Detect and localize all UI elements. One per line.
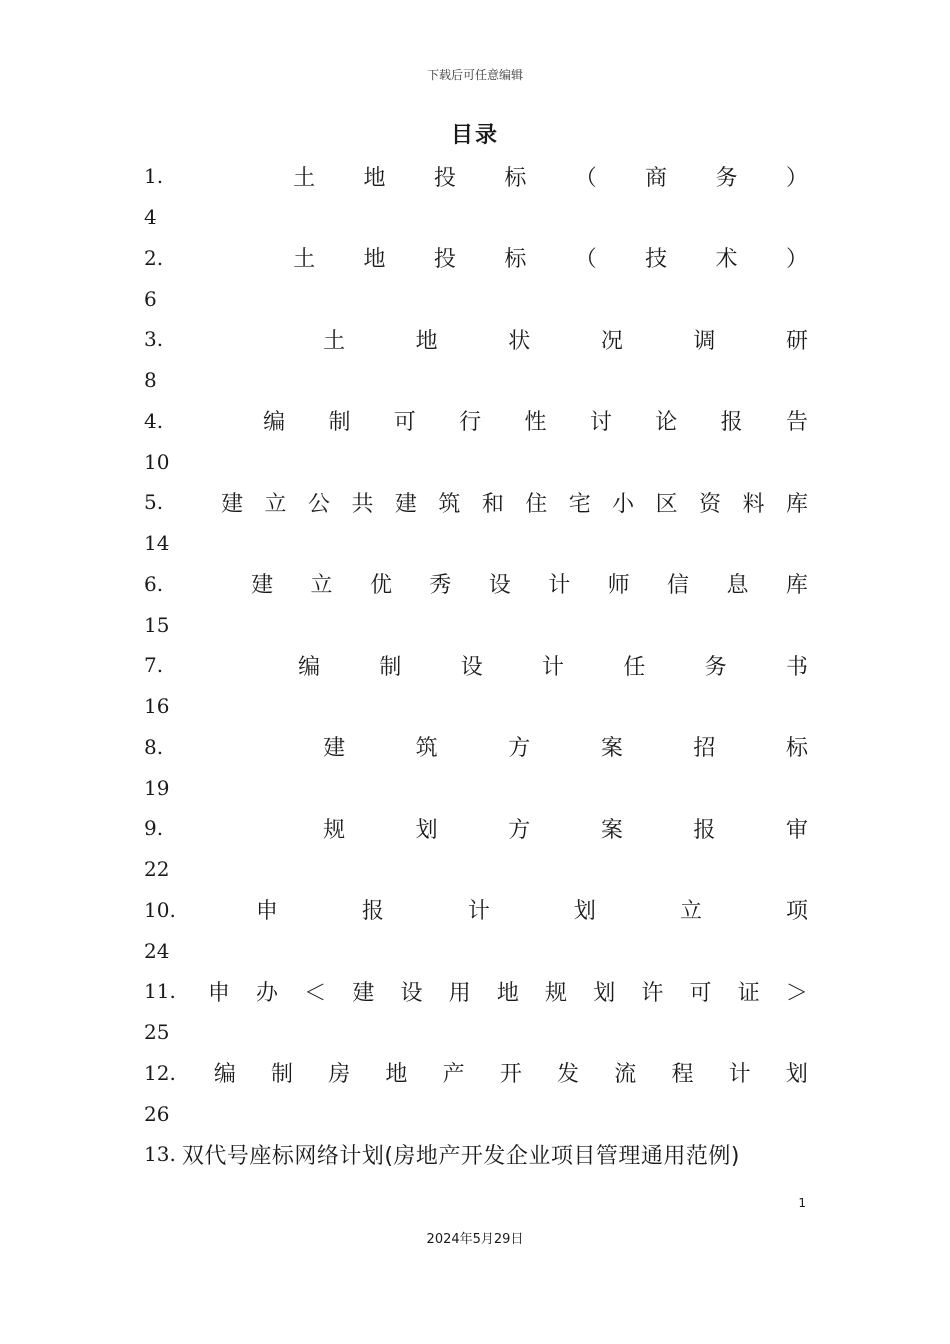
toc-title-char: 建 xyxy=(394,491,417,517)
toc-title-char: （ xyxy=(574,247,597,273)
toc-entry-title xyxy=(163,242,808,273)
toc-title-char: 筑 xyxy=(438,491,461,517)
toc-title-char: 申 xyxy=(207,980,230,1006)
toc-title-char: 建 xyxy=(251,573,274,599)
toc-title-char: 报 xyxy=(693,817,716,843)
toc-title-char: 立 xyxy=(679,899,702,925)
toc-title-char: 立 xyxy=(310,573,333,599)
toc-title: 目录 xyxy=(450,123,499,148)
toc-title-char: 小 xyxy=(612,491,635,517)
toc-title-char: 状 xyxy=(508,328,531,354)
toc-entry-title xyxy=(163,731,808,762)
toc-title-char: 开 xyxy=(499,1062,522,1088)
toc-entry[interactable] xyxy=(144,401,808,483)
toc-title-char: 书 xyxy=(785,654,808,680)
toc-entry-number: 11. xyxy=(144,979,176,1004)
toc-title-char: 调 xyxy=(693,328,716,354)
toc-entry-number: 7. xyxy=(144,653,164,678)
toc-title-char: 计 xyxy=(728,1062,751,1088)
toc-title-char: 术 xyxy=(715,247,738,273)
toc-title-char: 项 xyxy=(785,899,808,925)
toc-entry-title: 双代号座标网络计划(房地产开发企业项目管理通用范例) xyxy=(181,1143,740,1169)
toc-title-char: 地 xyxy=(385,1062,408,1088)
toc-title-char: 筑 xyxy=(415,736,438,762)
toc-entry-number: 3. xyxy=(144,327,164,352)
toc-title-char: 制 xyxy=(379,654,402,680)
toc-entry-line xyxy=(144,890,808,931)
toc-title-char: 讨 xyxy=(589,410,612,436)
toc-entry-page: 24 xyxy=(144,938,170,963)
toc-title-char: 计 xyxy=(467,899,490,925)
toc-title-char: 划 xyxy=(573,899,596,925)
toc-title-char: 土 xyxy=(293,165,316,191)
toc-title-char: 设 xyxy=(488,573,511,599)
footer-date: 2024年5月29日 xyxy=(426,1232,524,1247)
toc-title-char: 和 xyxy=(481,491,504,517)
toc-title-char: 办 xyxy=(255,980,278,1006)
toc-entry-line xyxy=(144,808,808,849)
toc-title-char: 可 xyxy=(689,980,712,1006)
toc-title-char: 设 xyxy=(460,654,483,680)
toc-title-char: 方 xyxy=(508,817,531,843)
toc-title-char: 案 xyxy=(600,817,623,843)
toc-title-char: 行 xyxy=(459,410,482,436)
toc-title-char: 况 xyxy=(600,328,623,354)
toc-title-char: 土 xyxy=(293,247,316,273)
toc-title-char: 产 xyxy=(442,1062,465,1088)
toc-entry[interactable] xyxy=(144,319,808,401)
toc-entry[interactable] xyxy=(144,808,808,890)
toc-title-char: 地 xyxy=(363,165,386,191)
toc-entry-page: 6 xyxy=(144,286,157,311)
toc-title-char: 研 xyxy=(785,328,808,354)
toc-entry-line xyxy=(144,1053,808,1094)
toc-title-char: 息 xyxy=(726,573,749,599)
toc-title-char: 商 xyxy=(645,165,668,191)
toc-entry-line xyxy=(144,645,808,686)
toc-title-char: 规 xyxy=(545,980,568,1006)
toc-title-char: ） xyxy=(785,165,808,191)
toc-title-char: 宅 xyxy=(568,491,591,517)
toc-entry-line xyxy=(144,319,808,360)
toc-title-char: 库 xyxy=(785,573,808,599)
toc-title-char: 住 xyxy=(525,491,548,517)
toc-entry-line xyxy=(144,156,808,197)
toc-title-char: 可 xyxy=(393,410,416,436)
toc-title-char: 编 xyxy=(298,654,321,680)
toc-entry[interactable] xyxy=(144,1053,808,1135)
toc-entry[interactable] xyxy=(144,971,808,1053)
toc-entry-number: 5. xyxy=(144,490,164,515)
toc-entry-page: 4 xyxy=(144,205,157,230)
toc-entry-number: 8. xyxy=(144,734,164,759)
toc-entry-page: 22 xyxy=(144,857,170,882)
toc-title-char: 地 xyxy=(363,247,386,273)
toc-title-char: 优 xyxy=(369,573,392,599)
toc-title-char: 设 xyxy=(400,980,423,1006)
toc-entry[interactable] xyxy=(144,727,808,809)
toc-title-char: 务 xyxy=(715,165,738,191)
toc-title-char: 公 xyxy=(308,491,331,517)
toc-title-char: 标 xyxy=(785,736,808,762)
toc-entry-page: 10 xyxy=(144,449,170,474)
toc-entry-title xyxy=(163,324,808,355)
toc-entry-title xyxy=(163,161,808,192)
toc-entry-number: 12. xyxy=(144,1060,176,1085)
toc-title-char: 论 xyxy=(655,410,678,436)
toc-title-char: 土 xyxy=(323,328,346,354)
toc-title-char: 建 xyxy=(352,980,375,1006)
toc-title-char: 方 xyxy=(508,736,531,762)
toc-entry[interactable] xyxy=(144,645,808,727)
toc-title-char: 立 xyxy=(264,491,287,517)
toc-entry-title xyxy=(163,568,808,599)
toc-title-char: 划 xyxy=(415,817,438,843)
toc-title-char: 申 xyxy=(255,899,278,925)
toc-entry-number: 4. xyxy=(144,408,164,433)
toc-entry-line xyxy=(144,727,808,768)
toc-title-char: 库 xyxy=(785,491,808,517)
toc-entry[interactable] xyxy=(144,564,808,646)
toc-title-char: 建 xyxy=(323,736,346,762)
toc-entry-page: 15 xyxy=(144,612,170,637)
toc-title-char: 料 xyxy=(742,491,765,517)
toc-entry-line xyxy=(144,482,808,523)
toc-title-char: 告 xyxy=(785,410,808,436)
toc-title-char: 性 xyxy=(524,410,547,436)
toc-entry-line xyxy=(144,1134,808,1175)
toc-entry-title xyxy=(163,405,808,436)
toc-entry-title xyxy=(163,650,808,681)
header-note: 下载后可任意编辑 xyxy=(426,68,523,82)
toc-title-char: 师 xyxy=(607,573,630,599)
toc-title-char: 地 xyxy=(496,980,519,1006)
toc-title-char: 流 xyxy=(614,1062,637,1088)
toc-entry-line xyxy=(144,238,808,279)
toc-entry-page: 8 xyxy=(144,368,157,393)
toc-title-char: 报 xyxy=(361,899,384,925)
toc-entry[interactable] xyxy=(144,1134,808,1216)
toc-title-char: 标 xyxy=(504,247,527,273)
toc-title-char: 技 xyxy=(645,247,668,273)
toc-title-char: 划 xyxy=(593,980,616,1006)
toc-entry-title xyxy=(176,894,808,925)
toc-entry-number: 1. xyxy=(144,164,164,189)
toc-title-char: 许 xyxy=(641,980,664,1006)
toc-entry-number: 6. xyxy=(144,571,164,596)
toc-title-char: 计 xyxy=(542,654,565,680)
toc-title-char: 投 xyxy=(433,165,456,191)
toc-title-char: 发 xyxy=(557,1062,580,1088)
toc-title-char: 地 xyxy=(415,328,438,354)
toc-entry-number: 9. xyxy=(144,816,164,841)
toc-title-char: 编 xyxy=(263,410,286,436)
toc-entry-page: 26 xyxy=(144,1101,170,1126)
toc-title-char: 区 xyxy=(655,491,678,517)
toc-title-char: 建 xyxy=(221,491,244,517)
toc-title-char: 程 xyxy=(671,1062,694,1088)
toc-entry-line xyxy=(144,971,808,1012)
table-of-contents xyxy=(144,156,808,1216)
toc-entry-number: 13. xyxy=(144,1142,176,1167)
toc-title-char: 制 xyxy=(328,410,351,436)
toc-entry-page: 14 xyxy=(144,531,170,556)
toc-entry-title xyxy=(163,813,808,844)
toc-entry-page: 25 xyxy=(144,1020,170,1045)
toc-title-char: 用 xyxy=(448,980,471,1006)
toc-title-char: ） xyxy=(785,247,808,273)
toc-entry[interactable] xyxy=(144,156,808,238)
toc-entry-title xyxy=(176,1057,808,1088)
toc-entry-number: 10. xyxy=(144,897,176,922)
toc-title-char: 编 xyxy=(213,1062,236,1088)
toc-title-char: 计 xyxy=(548,573,571,599)
toc-title-char: 房 xyxy=(328,1062,351,1088)
toc-title-char: 共 xyxy=(351,491,374,517)
toc-title-char: 案 xyxy=(600,736,623,762)
toc-title-char: ＜ xyxy=(304,980,327,1006)
toc-title-char: 审 xyxy=(785,817,808,843)
toc-title-char: 信 xyxy=(667,573,690,599)
toc-title-char: 秀 xyxy=(429,573,452,599)
toc-title-char: 报 xyxy=(720,410,743,436)
toc-title-char: （ xyxy=(574,165,597,191)
toc-title-char: 标 xyxy=(504,165,527,191)
toc-title-char: ＞ xyxy=(785,980,808,1006)
toc-entry[interactable] xyxy=(144,482,808,564)
toc-title-char: 划 xyxy=(785,1062,808,1088)
toc-entry-title xyxy=(176,976,808,1007)
toc-title-char: 资 xyxy=(699,491,722,517)
toc-entry-page: 19 xyxy=(144,775,170,800)
toc-entry-number: 2. xyxy=(144,245,164,270)
toc-entry[interactable] xyxy=(144,238,808,320)
toc-title-char: 务 xyxy=(704,654,727,680)
toc-title-char: 证 xyxy=(737,980,760,1006)
page-number: 1 xyxy=(798,1196,806,1210)
toc-entry[interactable] xyxy=(144,890,808,972)
toc-title-char: 制 xyxy=(271,1062,294,1088)
toc-entry-page: 16 xyxy=(144,694,170,719)
toc-title-char: 规 xyxy=(323,817,346,843)
toc-title-char: 任 xyxy=(623,654,646,680)
toc-entry-title xyxy=(163,487,808,518)
toc-entry-line xyxy=(144,401,808,442)
toc-entry-line xyxy=(144,564,808,605)
toc-title-char: 招 xyxy=(693,736,716,762)
toc-title-char: 投 xyxy=(433,247,456,273)
